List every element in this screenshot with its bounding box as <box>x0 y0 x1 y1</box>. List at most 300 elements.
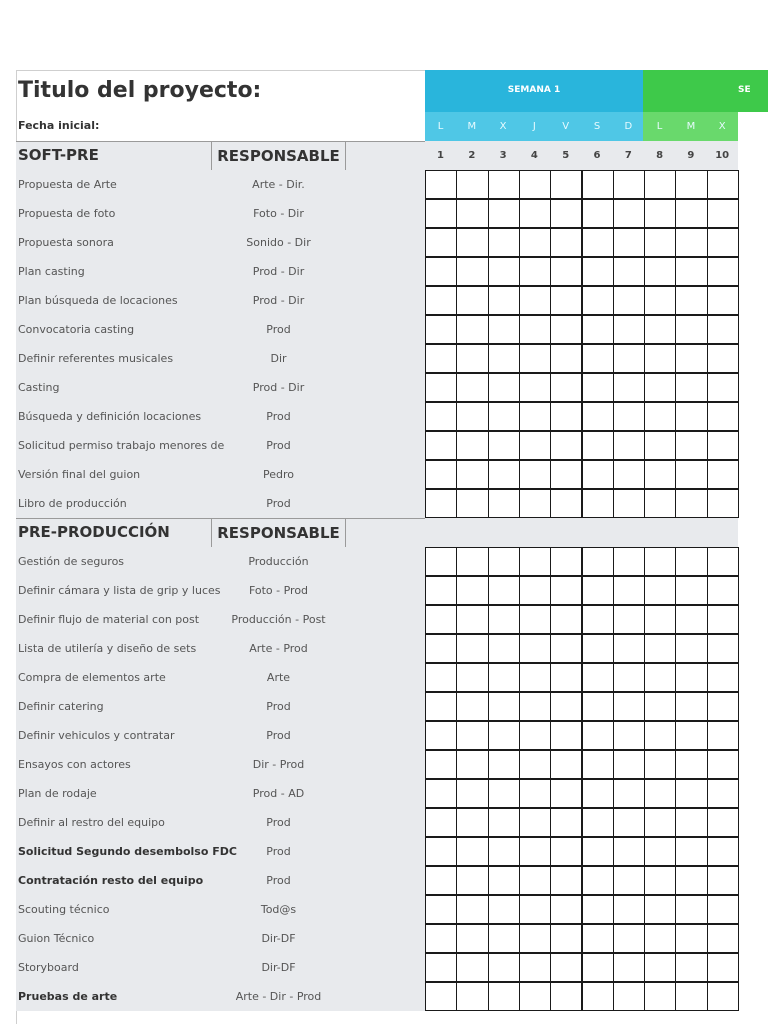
day-cell[interactable] <box>613 257 645 286</box>
day-cell[interactable] <box>488 402 520 431</box>
day-cell[interactable] <box>550 692 582 721</box>
day-cell[interactable] <box>488 721 520 750</box>
day-cell[interactable] <box>613 750 645 779</box>
day-cell[interactable] <box>488 315 520 344</box>
day-cell[interactable] <box>425 721 457 750</box>
day-cell[interactable] <box>613 982 645 1011</box>
day-cell[interactable] <box>456 199 488 228</box>
day-cell[interactable] <box>675 315 707 344</box>
day-cell[interactable] <box>550 460 582 489</box>
day-cell[interactable] <box>519 663 551 692</box>
day-cell[interactable] <box>425 170 457 199</box>
day-cell[interactable] <box>582 953 614 982</box>
day-cell[interactable] <box>675 199 707 228</box>
day-cell[interactable] <box>582 663 614 692</box>
day-cell[interactable] <box>675 779 707 808</box>
day-cell[interactable] <box>675 721 707 750</box>
day-cell[interactable] <box>425 286 457 315</box>
day-cell[interactable] <box>644 228 676 257</box>
day-cell[interactable] <box>707 634 739 663</box>
day-cell[interactable] <box>644 808 676 837</box>
day-cell[interactable] <box>675 605 707 634</box>
day-cell[interactable] <box>707 663 739 692</box>
day-cell[interactable] <box>675 808 707 837</box>
day-cell[interactable] <box>644 402 676 431</box>
day-cell[interactable] <box>425 895 457 924</box>
day-cell[interactable] <box>425 982 457 1011</box>
day-cell[interactable] <box>488 489 520 518</box>
day-cell[interactable] <box>644 924 676 953</box>
day-cell[interactable] <box>456 663 488 692</box>
day-number: 5 <box>562 150 570 161</box>
day-cell[interactable] <box>456 286 488 315</box>
task-responsible: Foto - Dir <box>253 207 304 220</box>
day-cell[interactable] <box>582 199 614 228</box>
day-cell[interactable] <box>675 895 707 924</box>
day-cell[interactable] <box>582 286 614 315</box>
day-cell[interactable] <box>488 837 520 866</box>
day-cell[interactable] <box>707 982 739 1011</box>
day-cell[interactable] <box>456 489 488 518</box>
day-cell[interactable] <box>707 489 739 518</box>
day-cell[interactable] <box>488 373 520 402</box>
day-cell[interactable] <box>519 431 551 460</box>
day-cell[interactable] <box>550 170 582 199</box>
day-cell[interactable] <box>519 373 551 402</box>
day-cell[interactable] <box>425 837 457 866</box>
day-cell[interactable] <box>707 170 739 199</box>
day-cell[interactable] <box>488 228 520 257</box>
day-cell[interactable] <box>488 808 520 837</box>
day-cell[interactable] <box>613 953 645 982</box>
day-cell[interactable] <box>582 808 614 837</box>
day-cell[interactable] <box>425 924 457 953</box>
day-cell[interactable] <box>582 547 614 576</box>
task-responsible: Dir - Prod <box>252 758 305 771</box>
day-cell[interactable] <box>675 489 707 518</box>
day-cell[interactable] <box>550 402 582 431</box>
day-cell[interactable] <box>456 895 488 924</box>
task-name: Propuesta de foto <box>18 207 116 220</box>
day-cell[interactable] <box>675 866 707 895</box>
day-cell[interactable] <box>550 547 582 576</box>
day-cell[interactable] <box>488 257 520 286</box>
day-cell[interactable] <box>519 460 551 489</box>
day-cell[interactable] <box>519 344 551 373</box>
day-cell[interactable] <box>613 431 645 460</box>
day-cell[interactable] <box>644 315 676 344</box>
day-cell[interactable] <box>613 402 645 431</box>
day-cell[interactable] <box>456 808 488 837</box>
day-cell[interactable] <box>425 779 457 808</box>
day-cell[interactable] <box>707 199 739 228</box>
day-cell[interactable] <box>644 634 676 663</box>
day-cell[interactable] <box>675 924 707 953</box>
day-cell[interactable] <box>488 779 520 808</box>
day-cell[interactable] <box>582 866 614 895</box>
day-cell[interactable] <box>582 489 614 518</box>
day-cell[interactable] <box>550 808 582 837</box>
day-cell[interactable] <box>675 402 707 431</box>
day-cell[interactable] <box>425 547 457 576</box>
task-name: Definir vehiculos y contratar <box>18 729 175 742</box>
day-cell[interactable] <box>550 895 582 924</box>
day-cell[interactable] <box>582 982 614 1011</box>
day-cell[interactable] <box>425 257 457 286</box>
day-cell[interactable] <box>488 605 520 634</box>
day-cell[interactable] <box>644 170 676 199</box>
day-cell[interactable] <box>707 605 739 634</box>
day-cell[interactable] <box>488 547 520 576</box>
day-cell[interactable] <box>644 576 676 605</box>
day-cell[interactable] <box>644 663 676 692</box>
day-cell[interactable] <box>582 837 614 866</box>
day-cell[interactable] <box>550 837 582 866</box>
day-cell[interactable] <box>456 982 488 1011</box>
day-cell[interactable] <box>613 547 645 576</box>
day-cell[interactable] <box>707 257 739 286</box>
day-cell[interactable] <box>519 837 551 866</box>
day-cell[interactable] <box>707 228 739 257</box>
day-cell[interactable] <box>519 692 551 721</box>
day-cell[interactable] <box>675 547 707 576</box>
day-cell[interactable] <box>519 634 551 663</box>
day-cell[interactable] <box>550 605 582 634</box>
task-name: Compra de elementos arte <box>18 671 166 684</box>
day-cell[interactable] <box>582 431 614 460</box>
day-cell[interactable] <box>613 663 645 692</box>
day-cell[interactable] <box>675 634 707 663</box>
day-cell[interactable] <box>456 170 488 199</box>
day-cell[interactable] <box>519 286 551 315</box>
day-cell[interactable] <box>519 866 551 895</box>
day-letter: X <box>718 121 726 132</box>
day-cell[interactable] <box>675 837 707 866</box>
day-cell[interactable] <box>613 721 645 750</box>
day-cell[interactable] <box>519 721 551 750</box>
day-cell[interactable] <box>488 199 520 228</box>
day-cell[interactable] <box>675 286 707 315</box>
day-cell[interactable] <box>488 750 520 779</box>
day-cell[interactable] <box>550 489 582 518</box>
day-cell[interactable] <box>613 837 645 866</box>
day-cell[interactable] <box>644 547 676 576</box>
day-cell[interactable] <box>582 605 614 634</box>
day-cell[interactable] <box>456 721 488 750</box>
day-cell[interactable] <box>707 866 739 895</box>
task-name: Solicitud permiso trabajo menores de <box>18 439 225 452</box>
day-cell[interactable] <box>456 576 488 605</box>
day-cell[interactable] <box>425 373 457 402</box>
day-cell[interactable] <box>488 982 520 1011</box>
day-cell[interactable] <box>644 257 676 286</box>
day-cell[interactable] <box>613 228 645 257</box>
day-cell[interactable] <box>456 257 488 286</box>
day-cell[interactable] <box>425 808 457 837</box>
day-letter: M <box>467 121 477 132</box>
day-cell[interactable] <box>488 866 520 895</box>
day-cell[interactable] <box>707 808 739 837</box>
day-cell[interactable] <box>425 576 457 605</box>
day-cell[interactable] <box>550 257 582 286</box>
day-cell[interactable] <box>425 344 457 373</box>
day-letter: D <box>624 121 633 132</box>
day-cell[interactable] <box>425 953 457 982</box>
day-cell[interactable] <box>707 721 739 750</box>
day-cell[interactable] <box>425 866 457 895</box>
day-cell[interactable] <box>550 750 582 779</box>
day-cell[interactable] <box>675 431 707 460</box>
day-cell[interactable] <box>675 344 707 373</box>
day-cell[interactable] <box>582 895 614 924</box>
day-cell[interactable] <box>550 286 582 315</box>
day-cell[interactable] <box>675 663 707 692</box>
day-cell[interactable] <box>613 373 645 402</box>
day-cell[interactable] <box>550 953 582 982</box>
day-cell[interactable] <box>613 199 645 228</box>
day-cell[interactable] <box>550 721 582 750</box>
day-cell[interactable] <box>707 286 739 315</box>
day-cell[interactable] <box>582 460 614 489</box>
day-cell[interactable] <box>613 460 645 489</box>
day-cell[interactable] <box>425 489 457 518</box>
day-cell[interactable] <box>707 924 739 953</box>
day-cell[interactable] <box>550 228 582 257</box>
day-cell[interactable] <box>456 315 488 344</box>
day-cell[interactable] <box>707 315 739 344</box>
day-cell[interactable] <box>550 576 582 605</box>
day-cell[interactable] <box>425 692 457 721</box>
day-cell[interactable] <box>519 315 551 344</box>
day-letter: L <box>437 121 444 132</box>
day-cell[interactable] <box>456 431 488 460</box>
day-cell[interactable] <box>519 953 551 982</box>
day-cell[interactable] <box>456 924 488 953</box>
task-name: Libro de producción <box>18 497 127 510</box>
day-cell[interactable] <box>675 170 707 199</box>
day-cell[interactable] <box>613 634 645 663</box>
day-cell[interactable] <box>488 634 520 663</box>
day-cell[interactable] <box>582 692 614 721</box>
day-cell[interactable] <box>707 344 739 373</box>
day-cell[interactable] <box>456 779 488 808</box>
day-cell[interactable] <box>456 953 488 982</box>
day-cell[interactable] <box>519 228 551 257</box>
day-number: 1 <box>437 150 444 161</box>
day-cell[interactable] <box>582 228 614 257</box>
day-cell[interactable] <box>488 692 520 721</box>
day-cell[interactable] <box>425 663 457 692</box>
day-cell[interactable] <box>456 344 488 373</box>
day-cell[interactable] <box>519 257 551 286</box>
day-cell[interactable] <box>519 199 551 228</box>
day-cell[interactable] <box>707 576 739 605</box>
day-cell[interactable] <box>675 692 707 721</box>
day-cell[interactable] <box>519 924 551 953</box>
day-cell[interactable] <box>613 489 645 518</box>
day-cell[interactable] <box>425 460 457 489</box>
day-cell[interactable] <box>519 605 551 634</box>
day-cell[interactable] <box>613 605 645 634</box>
day-letter: X <box>499 121 507 132</box>
task-name: Pruebas de arte <box>18 990 118 1003</box>
day-cell[interactable] <box>613 576 645 605</box>
day-cell[interactable] <box>675 953 707 982</box>
task-responsible: Prod <box>266 439 291 452</box>
day-cell[interactable] <box>613 344 645 373</box>
day-cell[interactable] <box>456 866 488 895</box>
day-cell[interactable] <box>582 373 614 402</box>
day-cell[interactable] <box>550 924 582 953</box>
day-cell[interactable] <box>456 634 488 663</box>
day-cell[interactable] <box>644 750 676 779</box>
day-cell[interactable] <box>550 634 582 663</box>
day-cell[interactable] <box>550 982 582 1011</box>
day-cell[interactable] <box>707 895 739 924</box>
day-cell[interactable] <box>425 315 457 344</box>
day-cell[interactable] <box>456 228 488 257</box>
day-cell[interactable] <box>550 866 582 895</box>
day-cell[interactable] <box>550 199 582 228</box>
day-cell[interactable] <box>425 402 457 431</box>
day-cell[interactable] <box>519 779 551 808</box>
day-cell[interactable] <box>644 953 676 982</box>
day-cell[interactable] <box>456 605 488 634</box>
day-cell[interactable] <box>707 402 739 431</box>
day-cell[interactable] <box>488 576 520 605</box>
day-cell[interactable] <box>675 982 707 1011</box>
task-responsible: Prod <box>266 845 291 858</box>
day-cell[interactable] <box>582 257 614 286</box>
day-cell[interactable] <box>488 924 520 953</box>
day-cell[interactable] <box>550 663 582 692</box>
day-cell[interactable] <box>456 460 488 489</box>
day-cell[interactable] <box>675 750 707 779</box>
day-cell[interactable] <box>550 779 582 808</box>
day-cell[interactable] <box>582 721 614 750</box>
day-cell[interactable] <box>707 460 739 489</box>
day-cell[interactable] <box>707 547 739 576</box>
day-cell[interactable] <box>425 750 457 779</box>
day-cell[interactable] <box>675 257 707 286</box>
day-cell[interactable] <box>519 402 551 431</box>
day-cell[interactable] <box>707 837 739 866</box>
day-cell[interactable] <box>425 634 457 663</box>
day-cell[interactable] <box>707 373 739 402</box>
day-cell[interactable] <box>488 895 520 924</box>
day-cell[interactable] <box>613 924 645 953</box>
day-cell[interactable] <box>613 315 645 344</box>
day-cell[interactable] <box>582 634 614 663</box>
day-cell[interactable] <box>488 431 520 460</box>
day-cell[interactable] <box>644 982 676 1011</box>
day-cell[interactable] <box>707 779 739 808</box>
day-cell[interactable] <box>613 170 645 199</box>
day-cell[interactable] <box>456 402 488 431</box>
day-cell[interactable] <box>456 373 488 402</box>
day-cell[interactable] <box>613 692 645 721</box>
day-cell[interactable] <box>644 431 676 460</box>
day-cell[interactable] <box>613 286 645 315</box>
day-cell[interactable] <box>613 779 645 808</box>
task-name: Definir flujo de material con post <box>18 613 200 626</box>
day-cell[interactable] <box>613 895 645 924</box>
day-cell[interactable] <box>675 228 707 257</box>
day-cell[interactable] <box>488 286 520 315</box>
day-cell[interactable] <box>550 373 582 402</box>
day-cell[interactable] <box>550 315 582 344</box>
day-cell[interactable] <box>519 750 551 779</box>
day-cell[interactable] <box>519 489 551 518</box>
day-cell[interactable] <box>456 547 488 576</box>
day-cell[interactable] <box>456 837 488 866</box>
day-cell[interactable] <box>488 460 520 489</box>
day-cell[interactable] <box>582 315 614 344</box>
day-cell[interactable] <box>707 750 739 779</box>
day-cell[interactable] <box>488 344 520 373</box>
day-cell[interactable] <box>644 489 676 518</box>
day-cell[interactable] <box>488 170 520 199</box>
day-cell[interactable] <box>613 808 645 837</box>
day-cell[interactable] <box>644 866 676 895</box>
day-cell[interactable] <box>644 837 676 866</box>
day-cell[interactable] <box>644 895 676 924</box>
day-cell[interactable] <box>519 576 551 605</box>
day-cell[interactable] <box>675 373 707 402</box>
day-cell[interactable] <box>707 953 739 982</box>
day-cell[interactable] <box>425 431 457 460</box>
day-cell[interactable] <box>488 953 520 982</box>
day-cell[interactable] <box>519 547 551 576</box>
day-cell[interactable] <box>425 228 457 257</box>
day-cell[interactable] <box>519 170 551 199</box>
day-cell[interactable] <box>582 924 614 953</box>
day-cell[interactable] <box>675 460 707 489</box>
day-cell[interactable] <box>582 779 614 808</box>
day-cell[interactable] <box>550 344 582 373</box>
day-cell[interactable] <box>519 895 551 924</box>
day-cell[interactable] <box>488 663 520 692</box>
day-cell[interactable] <box>644 692 676 721</box>
day-cell[interactable] <box>644 721 676 750</box>
day-cell[interactable] <box>519 808 551 837</box>
day-cell[interactable] <box>644 460 676 489</box>
day-cell[interactable] <box>644 779 676 808</box>
day-cell[interactable] <box>582 402 614 431</box>
day-cell[interactable] <box>644 605 676 634</box>
day-cell[interactable] <box>582 576 614 605</box>
day-cell[interactable] <box>456 750 488 779</box>
task-name: Convocatoria casting <box>18 323 135 336</box>
day-cell[interactable] <box>456 692 488 721</box>
day-cell[interactable] <box>425 605 457 634</box>
day-cell[interactable] <box>644 373 676 402</box>
day-cell[interactable] <box>519 982 551 1011</box>
task-responsible: Prod <box>266 700 291 713</box>
day-cell[interactable] <box>582 170 614 199</box>
day-cell[interactable] <box>613 866 645 895</box>
day-cell[interactable] <box>675 576 707 605</box>
day-cell[interactable] <box>644 199 676 228</box>
day-cell[interactable] <box>644 286 676 315</box>
day-cell[interactable] <box>644 344 676 373</box>
day-cell[interactable] <box>550 431 582 460</box>
day-cell[interactable] <box>707 431 739 460</box>
day-cell[interactable] <box>582 344 614 373</box>
day-cell[interactable] <box>582 750 614 779</box>
day-cell[interactable] <box>425 199 457 228</box>
day-cell[interactable] <box>707 692 739 721</box>
